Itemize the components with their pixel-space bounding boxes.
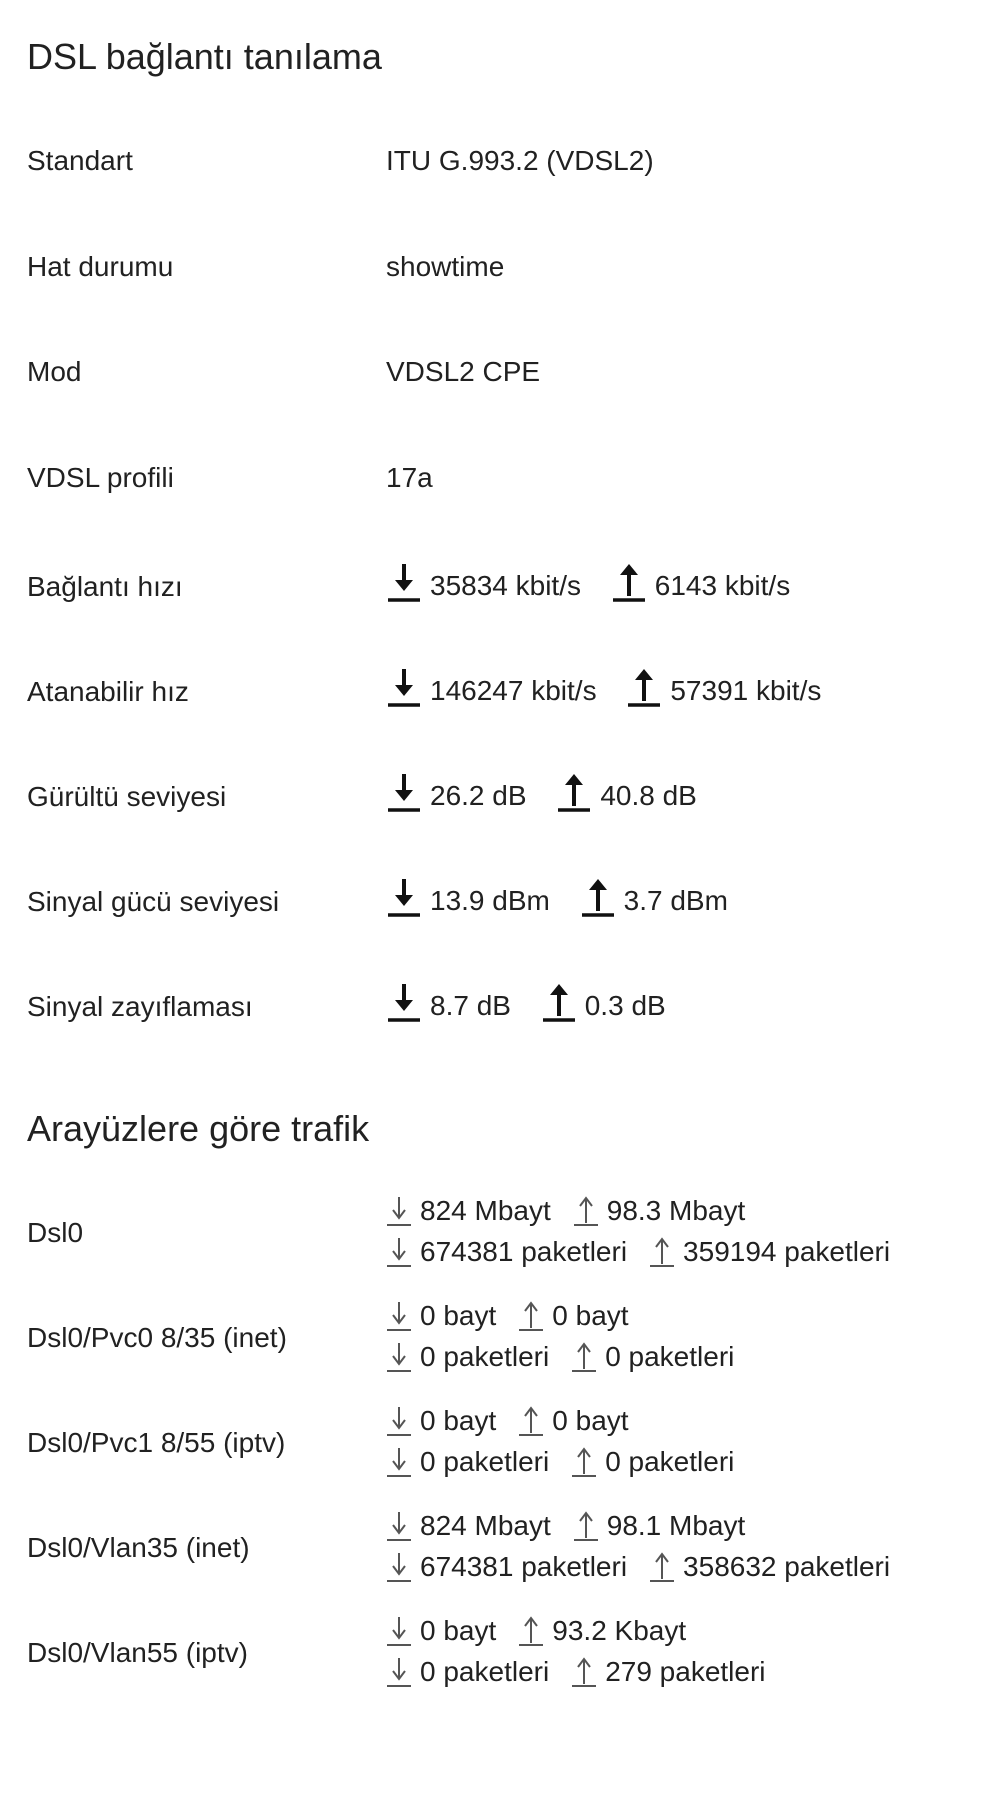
row-label: Dsl0 (27, 1217, 84, 1248)
download-arrow-icon (386, 1236, 412, 1268)
packets-line (386, 1656, 766, 1688)
download-packets: 0 paketleri (420, 1656, 550, 1687)
upload-arrow-icon (571, 1446, 597, 1478)
dsl-diagnostics-title: DSL bağlantı tanılama (27, 36, 382, 77)
row-values (386, 982, 666, 1029)
download-bytes: 0 bayt (420, 1300, 497, 1331)
upload-value: 6143 kbit/s (654, 570, 791, 601)
row-values (386, 667, 821, 714)
row-label: Sinyal gücü seviyesi (27, 886, 280, 917)
row-label: Dsl0/Pvc1 8/55 (iptv) (27, 1427, 286, 1458)
upload-arrow-icon (571, 1656, 597, 1688)
download-arrow-icon (386, 1300, 412, 1332)
upload-packets: 279 paketleri (605, 1656, 766, 1687)
download-packets: 674381 paketleri (420, 1236, 628, 1267)
download-arrow-icon (386, 772, 422, 812)
upload-bytes: 93.2 Kbayt (552, 1615, 687, 1646)
download-arrow-icon (386, 877, 422, 917)
row-values (386, 877, 728, 924)
download-arrow-icon (386, 982, 422, 1022)
download-bytes: 824 Mbayt (420, 1510, 551, 1541)
download-arrow-icon (386, 1510, 412, 1542)
upload-arrow-icon (571, 1341, 597, 1373)
download-arrow-icon (386, 1656, 412, 1688)
upload-bytes: 0 bayt (552, 1405, 629, 1436)
download-value: 13.9 dBm (430, 885, 550, 916)
upload-arrow-icon (541, 982, 577, 1022)
row-label: Bağlantı hızı (27, 571, 183, 602)
download-bytes: 824 Mbayt (420, 1195, 551, 1226)
download-value: 146247 kbit/s (430, 675, 597, 706)
download-arrow-icon (386, 1615, 412, 1647)
upload-packets: 358632 paketleri (683, 1551, 891, 1582)
row-value: 17a (386, 462, 433, 493)
row-value: ITU G.993.2 (VDSL2) (386, 145, 654, 176)
upload-value: 57391 kbit/s (670, 675, 822, 706)
upload-arrow-icon (649, 1551, 675, 1583)
packets-line (386, 1446, 734, 1478)
row-label: Dsl0/Pvc0 8/35 (inet) (27, 1322, 287, 1353)
bytes-line (386, 1510, 745, 1542)
row-label: Standart (27, 145, 133, 176)
row-label: Mod (27, 356, 82, 387)
download-bytes: 0 bayt (420, 1405, 497, 1436)
row-label: Dsl0/Vlan55 (iptv) (27, 1637, 248, 1668)
upload-arrow-icon (573, 1510, 599, 1542)
upload-value: 3.7 dBm (623, 885, 728, 916)
bytes-line (386, 1195, 745, 1227)
upload-arrow-icon (580, 877, 616, 917)
row-label: Dsl0/Vlan35 (inet) (27, 1532, 250, 1563)
upload-arrow-icon (626, 667, 662, 707)
download-arrow-icon (386, 1195, 412, 1227)
upload-packets: 359194 paketleri (683, 1236, 891, 1267)
upload-arrow-icon (611, 562, 647, 602)
upload-arrow-icon (518, 1300, 544, 1332)
upload-arrow-icon (649, 1236, 675, 1268)
download-value: 35834 kbit/s (430, 570, 581, 601)
upload-arrow-icon (556, 772, 592, 812)
upload-arrow-icon (518, 1405, 544, 1437)
download-arrow-icon (386, 667, 422, 707)
row-value: VDSL2 CPE (386, 356, 541, 387)
download-arrow-icon (386, 1341, 412, 1373)
row-label: Atanabilir hız (27, 676, 189, 707)
packets-line (386, 1236, 890, 1268)
download-packets: 0 paketleri (420, 1341, 550, 1372)
row-values (386, 562, 790, 609)
row-label: Hat durumu (27, 251, 174, 282)
upload-packets: 0 paketleri (605, 1341, 735, 1372)
download-arrow-icon (386, 1446, 412, 1478)
bytes-line (386, 1300, 629, 1332)
download-bytes: 0 bayt (420, 1615, 497, 1646)
download-arrow-icon (386, 562, 422, 602)
traffic-by-interface-title: Arayüzlere göre trafik (27, 1108, 370, 1149)
download-value: 8.7 dB (430, 990, 511, 1021)
upload-bytes: 98.1 Mbayt (606, 1510, 746, 1541)
upload-bytes: 98.3 Mbayt (606, 1195, 746, 1226)
packets-line (386, 1341, 734, 1373)
upload-bytes: 0 bayt (552, 1300, 629, 1331)
upload-arrow-icon (573, 1195, 599, 1227)
row-label: VDSL profili (27, 462, 174, 493)
upload-packets: 0 paketleri (605, 1446, 735, 1477)
download-packets: 0 paketleri (420, 1446, 550, 1477)
row-values (386, 772, 697, 819)
upload-arrow-icon (518, 1615, 544, 1647)
download-value: 26.2 dB (430, 780, 527, 811)
upload-value: 40.8 dB (600, 780, 697, 811)
upload-value: 0.3 dB (584, 990, 666, 1021)
row-label: Sinyal zayıflaması (27, 991, 253, 1022)
packets-line (386, 1551, 890, 1583)
download-packets: 674381 paketleri (420, 1551, 628, 1582)
download-arrow-icon (386, 1551, 412, 1583)
bytes-line (386, 1405, 629, 1437)
row-value: showtime (386, 251, 505, 282)
download-arrow-icon (386, 1405, 412, 1437)
row-label: Gürültü seviyesi (27, 781, 227, 812)
bytes-line (386, 1615, 686, 1647)
